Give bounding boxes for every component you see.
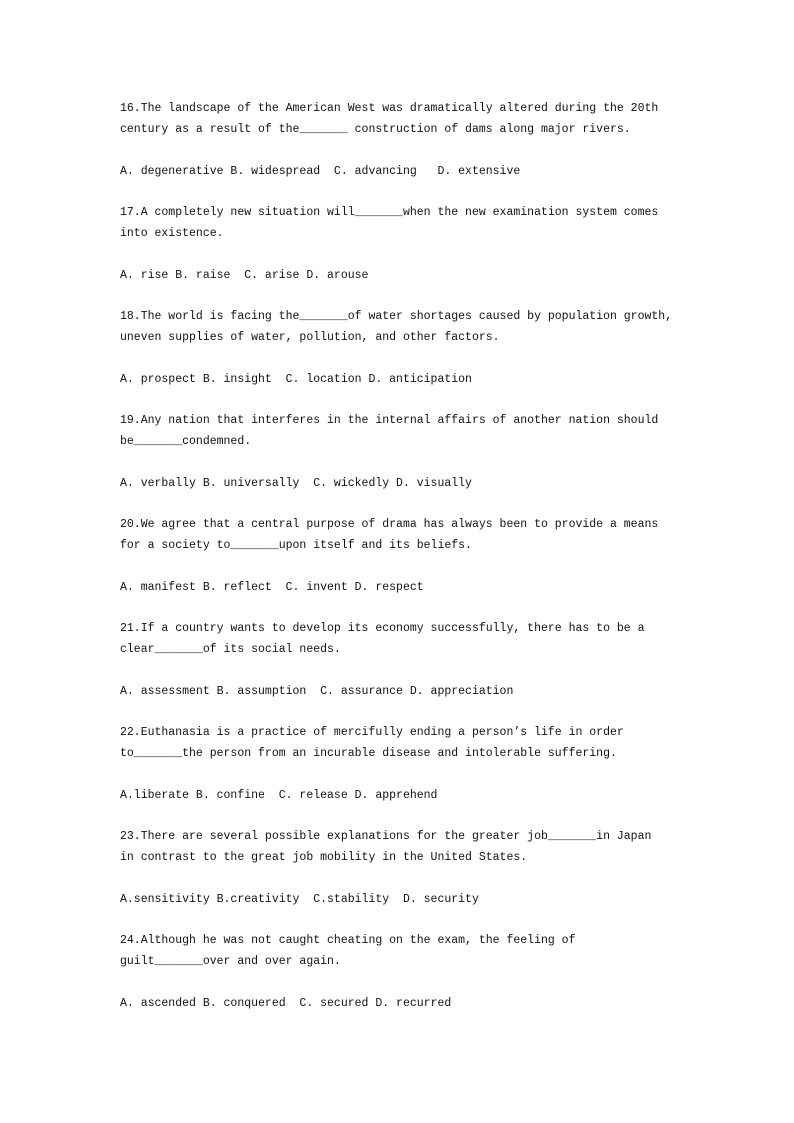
answer-options: A. degenerative B. widespread C. advancing D. extensive xyxy=(120,165,521,178)
question-text-line: uneven supplies of water, pollution, and other factors. xyxy=(120,331,500,344)
question-text-line: 23.There are several possible explanations for the greater job_______in Japan xyxy=(120,830,652,843)
answer-options: A. assessment B. assumption C. assurance D. appreciation xyxy=(120,685,514,698)
question-text-line: for a society to_______upon itself and its beliefs. xyxy=(120,539,472,552)
answer-options: A. manifest B. reflect C. invent D. respect xyxy=(120,581,424,594)
question-text-line: to_______the person from an incurable disease and intolerable suffering. xyxy=(120,747,617,760)
answer-options: A. verbally B. universally C. wickedly D. visually xyxy=(120,477,472,490)
question-block xyxy=(120,930,700,1034)
question-text-line: 16.The landscape of the American West was dramatically altered during the 20th xyxy=(120,102,659,115)
answer-options: A. prospect B. insight C. location D. anticipation xyxy=(120,373,472,386)
question-text-line: into existence. xyxy=(120,227,224,240)
answer-options: A.sensitivity B.creativity C.stability D. security xyxy=(120,893,479,906)
question-block xyxy=(120,98,700,202)
question-text-line: 22.Euthanasia is a practice of mercifully ending a person’s life in order xyxy=(120,726,624,739)
question-text-line: clear_______of its social needs. xyxy=(120,643,341,656)
question-block xyxy=(120,202,700,306)
answer-options: A.liberate B. confine C. release D. apprehend xyxy=(120,789,438,802)
document-page xyxy=(120,98,700,1034)
question-text-line: 17.A completely new situation will_______when the new examination system comes xyxy=(120,206,659,219)
question-text-line: 19.Any nation that interferes in the internal affairs of another nation should xyxy=(120,414,659,427)
question-block xyxy=(120,618,700,722)
question-text-line: 18.The world is facing the_______of water shortages caused by population growth, xyxy=(120,310,673,323)
question-text-line: 21.If a country wants to develop its economy successfully, there has to be a xyxy=(120,622,645,635)
question-text-line: 20.We agree that a central purpose of drama has always been to provide a means xyxy=(120,518,659,531)
question-text-line: in contrast to the great job mobility in the United States. xyxy=(120,851,528,864)
answer-options: A. ascended B. conquered C. secured D. recurred xyxy=(120,997,452,1010)
question-text-line: century as a result of the_______ construction of dams along major rivers. xyxy=(120,123,631,136)
question-block xyxy=(120,826,700,930)
question-text-line: be_______condemned. xyxy=(120,435,252,448)
question-block xyxy=(120,514,700,618)
question-block xyxy=(120,410,700,514)
question-text-line: 24.Although he was not caught cheating on the exam, the feeling of xyxy=(120,934,576,947)
answer-options: A. rise B. raise C. arise D. arouse xyxy=(120,269,369,282)
question-block xyxy=(120,306,700,410)
question-text-line: guilt_______over and over again. xyxy=(120,955,341,968)
question-block xyxy=(120,722,700,826)
